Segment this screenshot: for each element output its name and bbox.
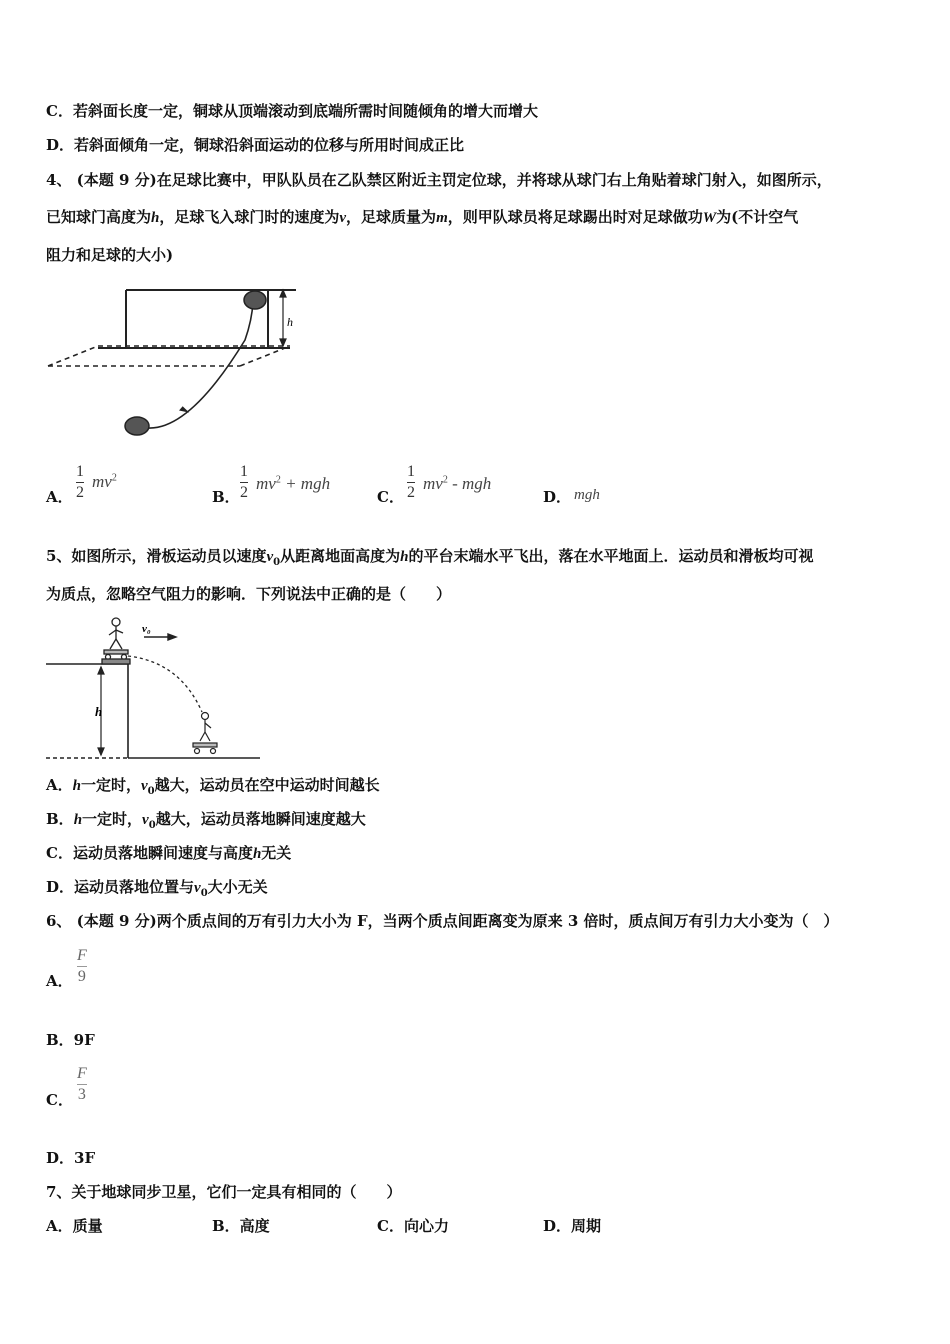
q7-option-a: A．质量 [46,1217,103,1235]
q4-stem-line2: 已知球门高度为h，足球飞入球门时的速度为v，足球质量为m，则甲队球员将足球踢出时对足球做功W为(不计空气 [46,208,799,226]
q6-option-b: B．9F [46,1031,95,1049]
q4-goal-figure [40,280,310,450]
q7-option-d: D．周期 [543,1217,602,1235]
height-label: h [95,704,103,719]
q4-stem-line3: 阻力和足球的大小) [46,246,174,264]
ball-start [125,417,149,435]
q4-option-c-label: C． [377,488,404,506]
q6-stem: 6、 (本题 9 分)两个质点间的万有引力大小为 F，当两个质点间距离变为原来 3 倍时，质点间万有引力大小变为（ ） [46,912,839,930]
q5-option-c: C．运动员落地瞬间速度与高度h无关 [46,844,292,862]
q6-option-c-fraction: F 3 [77,1065,87,1103]
height-label: h [287,315,293,329]
q4-option-c-expr: $mv^2$ - mgh [423,474,492,493]
q7-option-c: C．向心力 [377,1217,449,1235]
q4-option-b-fraction: 1 2 [240,463,248,501]
height-marker [276,290,296,346]
q3-option-c: C．若斜面长度一定，铜球从顶端滚动到底端所需时间随倾角的增大而增大 [46,102,538,120]
q3-option-d: D．若斜面倾角一定，铜球沿斜面运动的位移与所用时间成正比 [46,136,465,154]
velocity-label: v₀ [142,623,151,635]
skater-on-platform [102,618,130,664]
q4-option-d-label: D． [543,488,572,506]
q4-option-c-fraction: 1 2 [407,463,415,501]
q5-option-d: D．运动员落地位置与$v_0$大小无关 [46,878,268,899]
q4-option-a-expr: $mv^2$ [92,472,117,491]
q6-option-d: D．3F [46,1149,96,1167]
q5-option-a: A．h一定时，$v_0$越大，运动员在空中运动时间越长 [46,776,380,797]
q4-option-b-expr: $mv^2$ + mgh [256,474,331,493]
q6-option-a-fraction: F 9 [77,947,87,985]
flight-trajectory [128,656,202,712]
q4-stem-line1: 4、 (本题 9 分)在足球比赛中，甲队队员在乙队禁区附近主罚定位球，并将球从球门右上角贴着球门射入，如图所示， [46,171,832,189]
q4-option-d-expr: mgh [574,487,600,503]
q6-option-c-label: C． [46,1091,73,1109]
q5-option-b: B．h一定时，$v_0$越大，运动员落地瞬间速度越大 [46,810,366,831]
q4-option-b-label: B． [212,488,240,506]
q5-stem-line2: 为质点，忽略空气阻力的影响．下列说法中正确的是（ ） [46,585,452,603]
goal-frame [126,290,296,348]
q6-option-a-label: A． [46,972,73,990]
q4-option-a-label: A． [46,488,73,506]
ball-at-goal [244,291,266,309]
platform [46,664,260,758]
q5-skateboard-figure [40,612,270,762]
q7-option-b: B．高度 [212,1217,270,1235]
skater-landing [193,713,217,754]
q5-stem-line1: 5、如图所示，滑板运动员以速度$v_0$从距离地面高度为h的平台末端水平飞出，落在水平地面上．运动员和滑板均可视 [46,547,814,568]
q4-option-a-fraction: 1 2 [76,463,84,501]
ball-trajectory [148,302,253,428]
q7-stem: 7、关于地球同步卫星，它们一定具有相同的（ ） [46,1183,402,1201]
